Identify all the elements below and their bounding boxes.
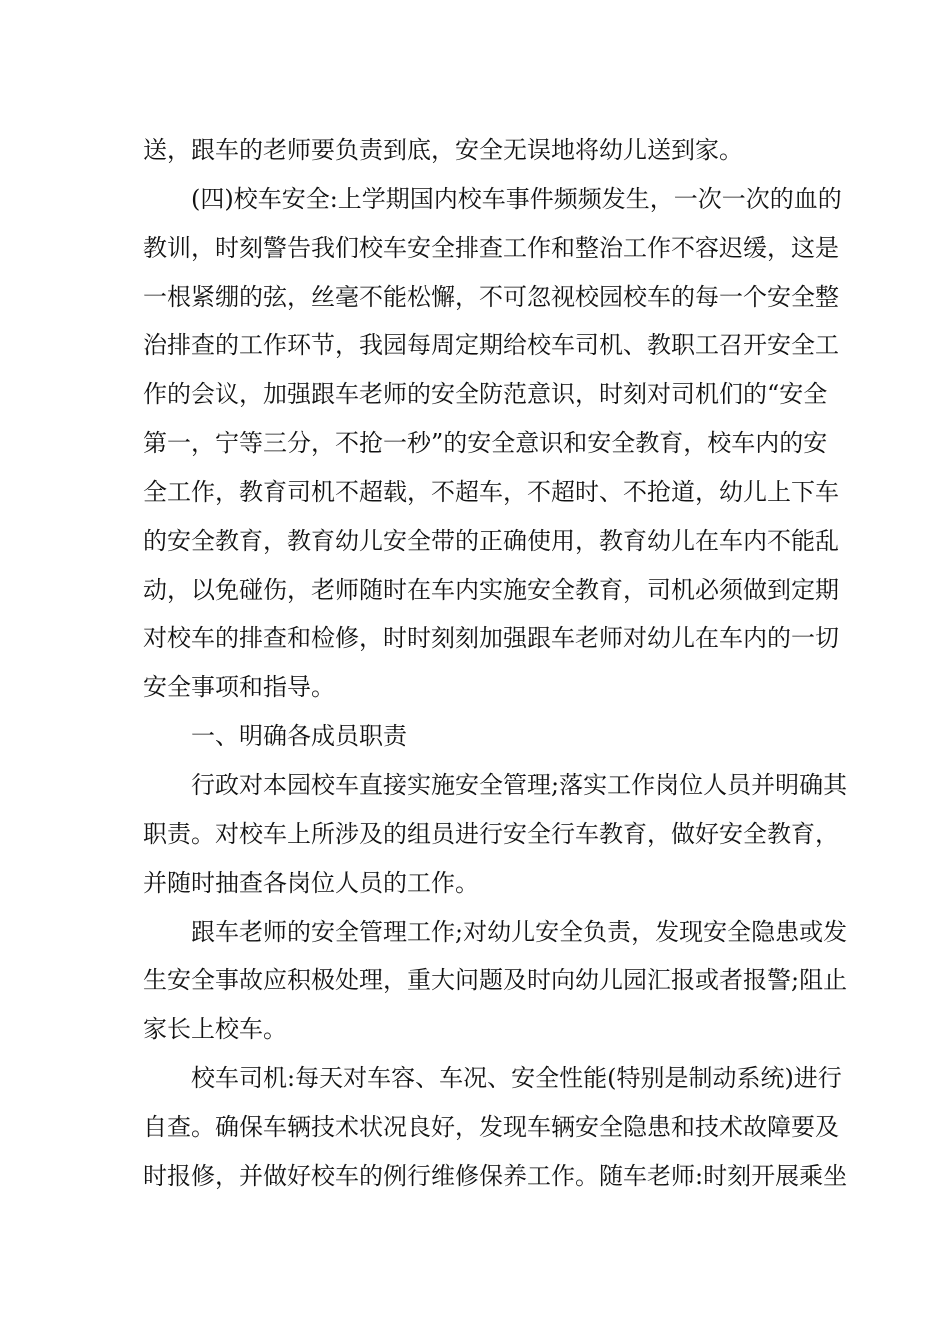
text-line: 对校车的排查和检修，时时刻刻加强跟车老师对幼儿在车内的一切 bbox=[143, 624, 839, 653]
text-line: 安全事项和指导。 bbox=[143, 673, 335, 702]
paragraph-first-line: 校车司机:每天对车容、车况、安全性能(特别是制动系统)进行 bbox=[191, 1064, 842, 1093]
text-line: 的安全教育，教育幼儿安全带的正确使用，教育幼儿在车内不能乱 bbox=[143, 526, 839, 555]
paragraph-first-line: 行政对本园校车直接实施安全管理;落实工作岗位人员并明确其 bbox=[191, 770, 848, 799]
text-line: 第一，宁等三分，不抢一秒”的安全意识和安全教育，校车内的安 bbox=[143, 429, 828, 458]
section-heading: 一、明确各成员职责 bbox=[191, 722, 407, 751]
text-line: 并随时抽查各岗位人员的工作。 bbox=[143, 868, 479, 897]
text-line: 自查。确保车辆技术状况良好，发现车辆安全隐患和技术故障要及 bbox=[143, 1112, 839, 1141]
text-line: 家长上校车。 bbox=[143, 1015, 287, 1044]
text-line: 动，以免碰伤，老师随时在车内实施安全教育，司机必须做到定期 bbox=[143, 575, 839, 604]
text-line: 生安全事故应积极处理，重大问题及时向幼儿园汇报或者报警;阻止 bbox=[143, 966, 848, 995]
text-line: 时报修，并做好校车的例行维修保养工作。随车老师:时刻开展乘坐 bbox=[143, 1161, 848, 1190]
text-line: 全工作，教育司机不超载，不超车，不超时、不抢道，幼儿上下车 bbox=[143, 477, 839, 506]
text-line: 作的会议，加强跟车老师的安全防范意识，时刻对司机们的“安全 bbox=[143, 380, 828, 409]
paragraph-first-line: 跟车老师的安全管理工作;对幼儿安全负责，发现安全隐患或发 bbox=[191, 917, 848, 946]
text-line: 治排查的工作环节，我园每周定期给校车司机、教职工召开安全工 bbox=[143, 331, 839, 360]
document-body bbox=[143, 126, 848, 1201]
text-line: 一根紧绷的弦，丝毫不能松懈，不可忽视校园校车的每一个安全整 bbox=[143, 282, 839, 311]
paragraph-first-line: (四)校车安全:上学期国内校车事件频频发生，一次一次的血的 bbox=[191, 184, 842, 213]
text-line: 送，跟车的老师要负责到底，安全无误地将幼儿送到家。 bbox=[143, 136, 743, 164]
text-line: 教训，时刻警告我们校车安全排查工作和整治工作不容迟缓，这是 bbox=[143, 233, 839, 262]
text-line: 职责。对校车上所涉及的组员进行安全行车教育，做好安全教育， bbox=[143, 819, 839, 848]
